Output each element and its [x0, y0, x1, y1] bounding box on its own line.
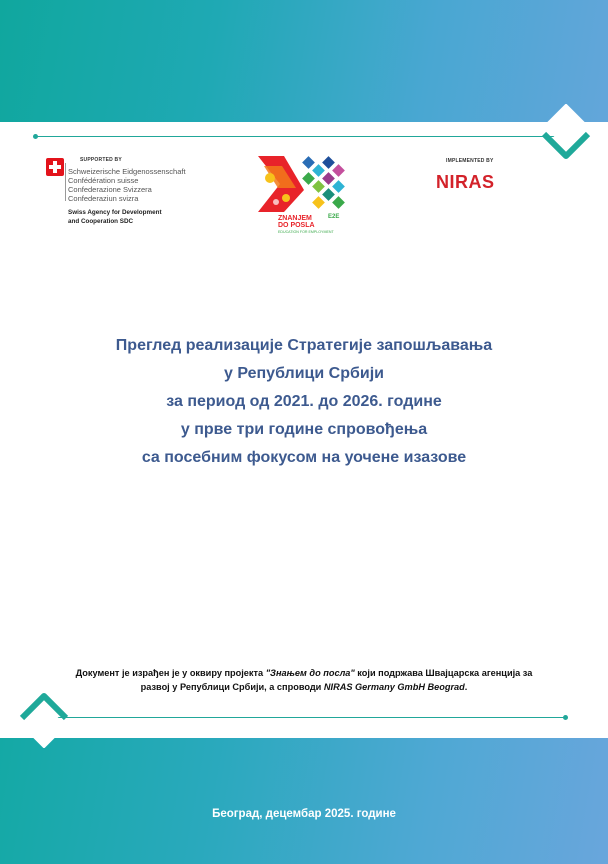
swiss-flag-icon	[46, 158, 64, 176]
diamond-chevron-icon	[14, 688, 74, 748]
document-note: Документ је израђен је у оквиру пројекта "Знањем до посла" који подржава Швајцарска агенција за развој у Републици Србији, а спроводи NIRAS Germany GmbH Beograd.	[75, 668, 533, 692]
implemented-by-label: IMPLEMENTED BY	[446, 158, 494, 164]
title-line: Преглед реализације Стратегије запошљавања	[115, 337, 493, 354]
project-name-line1: ZNANJEM	[278, 215, 312, 222]
sdc-language-line: Schweizerische Eidgenossenschaft	[68, 167, 186, 176]
supported-by-label: SUPPORTED BY	[80, 157, 122, 163]
title-line: за период од 2021. до 2026. године	[166, 393, 442, 410]
title-line: у Републици Србији	[223, 365, 384, 382]
sdc-language-line: Confederaziun svizra	[68, 194, 139, 203]
title-line: у прве три године спровођења	[180, 421, 428, 438]
bottom-divider-dot	[563, 715, 568, 720]
top-divider-dot	[33, 134, 38, 139]
title-line: са посебним фокусом на уочене изазове	[141, 449, 467, 466]
sdc-language-line: Confederazione Svizzera	[68, 185, 152, 194]
document-title	[100, 332, 508, 472]
diamond-chevron-icon	[536, 104, 596, 164]
project-name: "Знањем до посла"	[265, 668, 355, 678]
publication-date: Београд, децембар 2025. године	[212, 808, 396, 820]
niras-logo	[436, 158, 516, 198]
project-badge: E2E	[328, 214, 340, 220]
niras-wordmark: NIRAS	[436, 172, 495, 192]
top-divider-line	[35, 136, 563, 137]
znanjem-do-posla-logo	[254, 154, 352, 240]
implementer-name: NIRAS Germany GmbH Beograd	[323, 682, 465, 692]
sdc-agency-name: Swiss Agency for Development and Cooperation SDC	[68, 209, 162, 225]
bottom-divider-line	[45, 717, 567, 718]
project-name-line2: DO POSLA	[278, 222, 315, 229]
sdc-language-line: Confédération suisse	[68, 176, 139, 185]
sdc-logo	[46, 158, 196, 228]
top-gradient-band	[0, 0, 608, 122]
project-tagline: EDUCATION FOR EMPLOYMENT	[278, 230, 334, 234]
bottom-gradient-band	[0, 738, 608, 864]
sdc-separator	[65, 163, 66, 201]
